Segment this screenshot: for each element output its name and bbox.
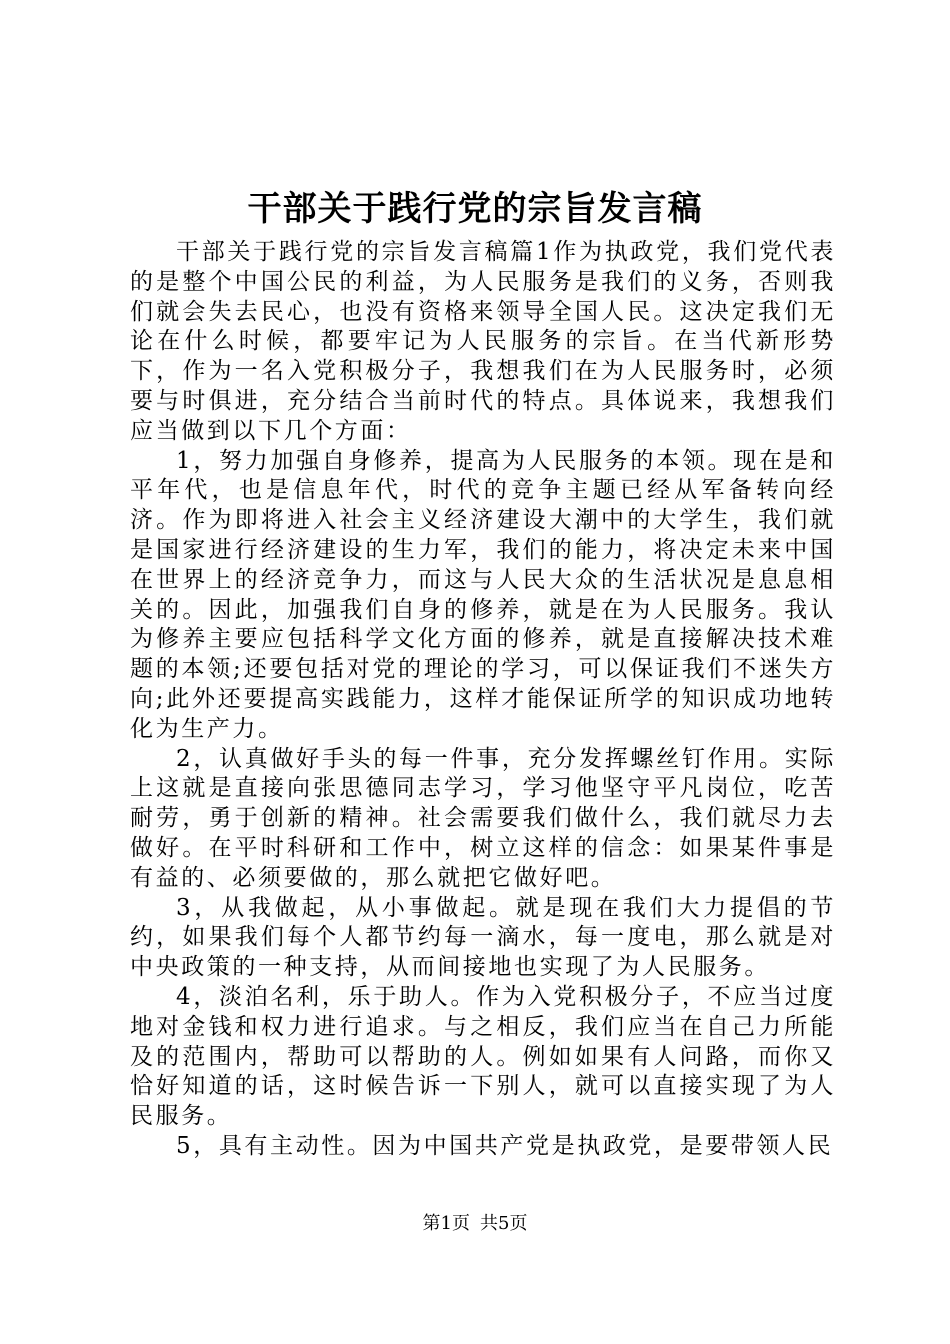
page-number: 第1页	[422, 1213, 470, 1234]
paragraph-point-1: 1，努力加强自身修养，提高为人民服务的本领。现在是和平年代，也是信息年代，时代的竞争主题已经从军备转向经济。作为即将进入社会主义经济建设大潮中的大学生，我们就是国家进行经济建设的生力军，我们的能力，将决定未来中国在世界上的经济竞争力，而这与人民大众的生活状况是息息相关的。因此，加强我们自身的修养，就是在为人民服务。我认为修养主要应包括科学文化方面的修养，就是直接解决技术难题的本领;还要包括对党的理论的学习，可以保证我们不迷失方向;此外还要提高实践能力，这样才能保证所学的知识成功地转化为生产力。	[130, 447, 836, 742]
paragraph-point-3: 3，从我做起，从小事做起。就是现在我们大力提倡的节约，如果我们每个人都节约每一滴水，每一度电，那么就是对中央政策的一种支持，从而间接地也实现了为人民服务。	[130, 894, 836, 981]
page-footer	[0, 1212, 950, 1236]
paragraph-point-5: 5，具有主动性。因为中国共产党是执政党，是要带领人民	[176, 1132, 834, 1159]
paragraph-point-2: 2，认真做好手头的每一件事，充分发挥螺丝钉作用。实际上这就是直接向张思德同志学习，学习他坚守平凡岗位，吃苦耐劳，勇于创新的精神。社会需要我们做什么，我们就尽力去做好。在平时科研和工作中，树立这样的信念：如果某件事是有益的、必须要做的，那么就把它做好吧。	[130, 745, 836, 891]
document-body	[130, 238, 836, 1162]
document-title: 干部关于践行党的宗旨发言稿	[247, 189, 703, 229]
paragraph-point-4: 4，淡泊名利，乐于助人。作为入党积极分子，不应当过度地对金钱和权力进行追求。与之相反，我们应当在自己力所能及的范围内，帮助可以帮助的人。例如如果有人问路，而你又恰好知道的话，这时候告诉一下别人，就可以直接实现了为人民服务。	[130, 983, 836, 1130]
paragraph-intro: 干部关于践行党的宗旨发言稿篇1作为执政党，我们党代表的是整个中国公民的利益，为人民服务是我们的义务，否则我们就会失去民心，也没有资格来领导全国人民。这决定我们无论在什么时候，都要牢记为人民服务的宗旨。在当代新形势下，作为一名入党积极分子，我想我们在为人民服务时，必须要与时俱进，充分结合当前时代的特点。具体说来，我想我们应当做到以下几个方面：	[130, 239, 836, 444]
page-total: 共5页	[480, 1213, 528, 1234]
